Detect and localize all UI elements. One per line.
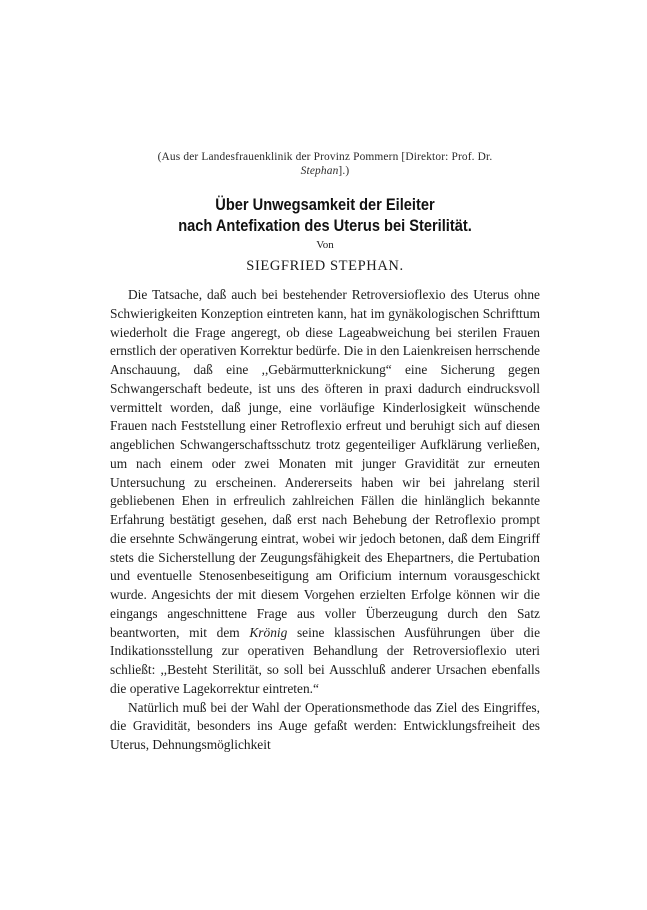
article-body <box>110 286 540 755</box>
paragraph-1-text-a: Die Tatsache, daß auch bei bestehender Retroversioflexio des Uterus ohne Schwierigkeiten Konzeption eintreten kann, hat im gynäkologischen Schrifttum wiederholt die Frage angeregt, ob diese Lageabweichung bei sterilen Frauen ernstlich der operativen Korrektur bedürfe. Die in den Laienkreisen herrschende Anschauung, daß eine ,,Gebärmutterknickung“ eine Sicherung gegen Schwangerschaft bedeute, ist uns des öfteren in praxi dadurch eindrucksvoll vermittelt worden, daß junge, eine vorläufige Kinderlosigkeit wünschende Frauen nach Feststellung einer Retroflexio erfreut und beruhigt sich auf diesen angeblichen Schwangerschaftsschutz trotz gegenteiliger Aufklärung verließen, um nach einem oder zwei Monaten mit junger Gravidität zur erneuten Untersuchung zu erscheinen. Andererseits haben wir bei jahrelang steril gebliebenen Ehen in erfreulich zahlreichen Fällen die hinlänglich bekannte Erfahrung bestätigt gesehen, daß erst nach Behebung der Retroflexio prompt die ersehnte Schwängerung eintrat, wobei wir jedoch betonen, daß dem Eingriff stets die Sicherstellung der Zeugungsfähigkeit des Ehepartners, die Pertubation und eventuelle Stenosenbeseitigung am Orificium internum vorausgeschickt wurde. Angesichts der mit diesem Vorgehen erzielten Erfolge können wir die eingangs angeschnittene Frage aus voller Überzeugung durch den Satz beantworten, mit dem <box>110 287 540 640</box>
affiliation-note <box>110 150 540 178</box>
director-name: Stephan <box>300 165 339 177</box>
paragraph-2: Natürlich muß bei der Wahl der Operationsmethode das Ziel des Eingriffes, die Gravidität, besonders ins Auge gefaßt werden: Entwicklungsfreiheit des Uterus, Dehnungsmöglichkeit <box>110 699 540 752</box>
article-page <box>110 150 540 755</box>
paragraph-1-text-b: seine klassischen Ausführungen über die Indikationsstellung zur operativen Behandlung der Retroversioflexio uteri schließt: ,,Besteht Sterilität, so soll bei Ausschluß anderer Ursachen ebenfalls die operative Lagekorrektur eintreten.“ <box>110 624 541 696</box>
title-line-1: Über Unwegsamkeit der Eileiter <box>215 195 435 214</box>
cited-author-kronig: Krönig <box>249 624 288 640</box>
author-name: SIEGFRIED STEPHAN. <box>246 258 404 274</box>
byline-prefix: Von <box>316 239 334 251</box>
title-line-2: nach Antefixation des Uterus bei Sterilität. <box>178 216 472 235</box>
affiliation-line-2 <box>110 164 540 178</box>
paragraph-1 <box>110 286 540 699</box>
affiliation-line-1: (Aus der Landesfrauenklinik der Provinz Pommern [Direktor: Prof. Dr. <box>157 151 493 163</box>
affiliation-closing: ].) <box>338 165 350 177</box>
article-title <box>140 194 510 236</box>
